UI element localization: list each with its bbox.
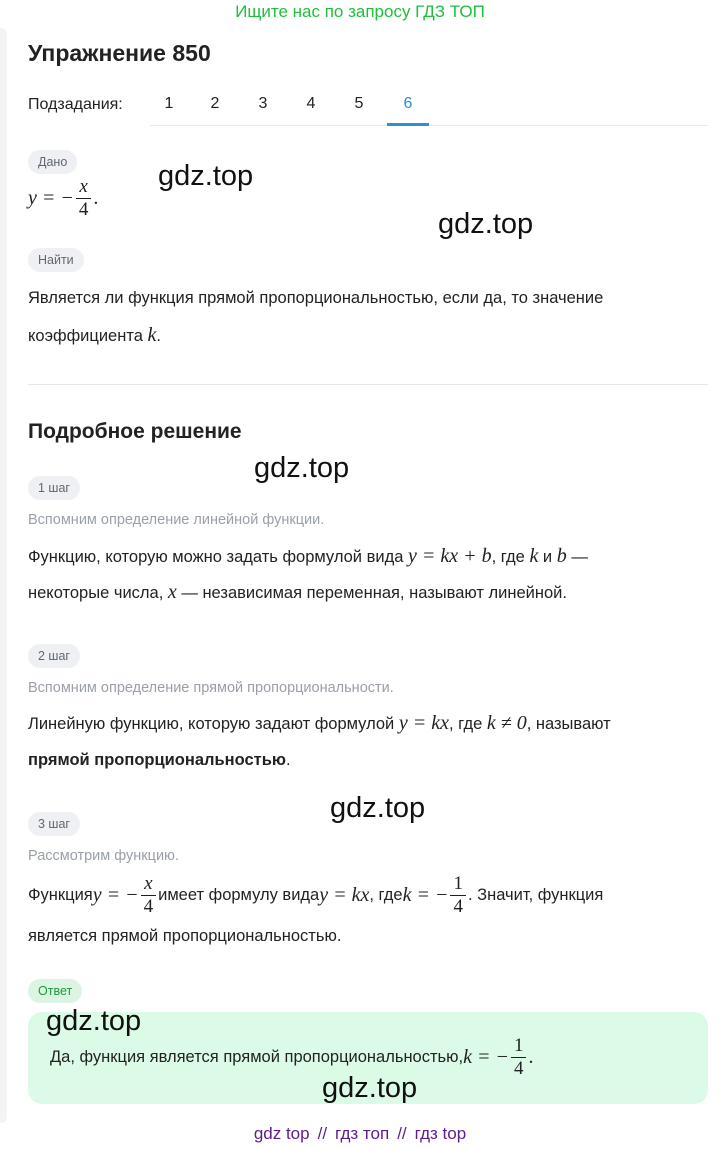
tab-subtask-6[interactable]: 6 [403,95,413,112]
footer-link-gdz-top-ru[interactable]: гдз топ [335,1124,390,1143]
step-2-line-2: прямой пропорциональностью. [28,751,291,769]
watermark: gdz.top [254,452,350,484]
tabs-divider [150,125,708,126]
tab-subtask-4[interactable]: 4 [306,95,316,112]
watermark: gdz.top [158,160,254,192]
section-divider [28,384,708,385]
tab-subtask-2[interactable]: 2 [210,95,220,112]
subtasks-label: Подзадания: [28,96,123,113]
watermark: gdz.top [322,1072,418,1104]
page-title: Упражнение 850 [28,40,211,66]
footer-links [0,1124,720,1144]
step-2-hint: Вспомним определение прямой пропорциональности. [28,680,394,696]
watermark: gdz.top [438,208,534,240]
tab-subtask-1[interactable]: 1 [164,95,174,112]
solution-title: Подробное решение [28,420,242,443]
step-3-line-1: Функция y = − $\frac{x}{4}$ имеет формулу вида y = kx , где k = − $\frac{1}{4}$ . Значит, функция [28,873,604,917]
step-2-line-1: Линейную функцию, которую задают формулой y = kx, где k ≠ 0, называют [28,712,611,734]
answer-chip: Ответ [28,979,82,1003]
step-3-fraction-2: $\frac{1}{4}$ [450,873,466,918]
step-1-hint: Вспомним определение линейной функции. [28,512,325,528]
promo-banner[interactable]: Ищите нас по запросу ГДЗ ТОП [235,2,485,21]
find-chip: Найти [28,248,84,272]
given-fraction: $\frac{x}{4}$ [76,176,92,221]
step-2-chip: 2 шаг [28,644,80,668]
tab-subtask-5[interactable]: 5 [354,95,364,112]
step-1-line-2: некоторые числа, x — независимая переменная, называют линейной. [28,581,567,603]
footer-link-gdz-top[interactable]: gdz top [253,1124,310,1143]
watermark: gdz.top [330,792,426,824]
step-1-line-1: Функцию, которую можно задать формулой вида y = kx + b, где k и b — [28,545,588,567]
tab-subtask-3[interactable]: 3 [258,95,268,112]
footer-link-gdz-top-mixed[interactable]: гдз top [414,1124,467,1143]
step-3-hint: Рассмотрим функцию. [28,848,179,864]
answer-text: Да, функция является прямой пропорциональностью, k = − $\frac{1}{4}$ . [50,1035,534,1079]
footer-separator: // [317,1124,328,1143]
given-chip: Дано [28,150,77,174]
active-tab-indicator [387,123,429,126]
answer-fraction: $\frac{1}{4}$ [511,1035,527,1080]
left-rail [0,28,7,1123]
find-line-1: Является ли функция прямой пропорциональностью, если да, то значение [28,289,604,307]
step-3-fraction-1: $\frac{x}{4}$ [141,873,157,918]
watermark: gdz.top [46,1005,142,1037]
step-1-chip: 1 шаг [28,476,80,500]
step-3-chip: 3 шаг [28,812,80,836]
find-line-2: коэффициента k. [28,324,161,346]
step-3-line-2: является прямой пропорциональностью. [28,927,342,945]
footer-separator: // [397,1124,407,1143]
given-formula: y = − $\frac{x}{4}$ . [28,176,99,220]
